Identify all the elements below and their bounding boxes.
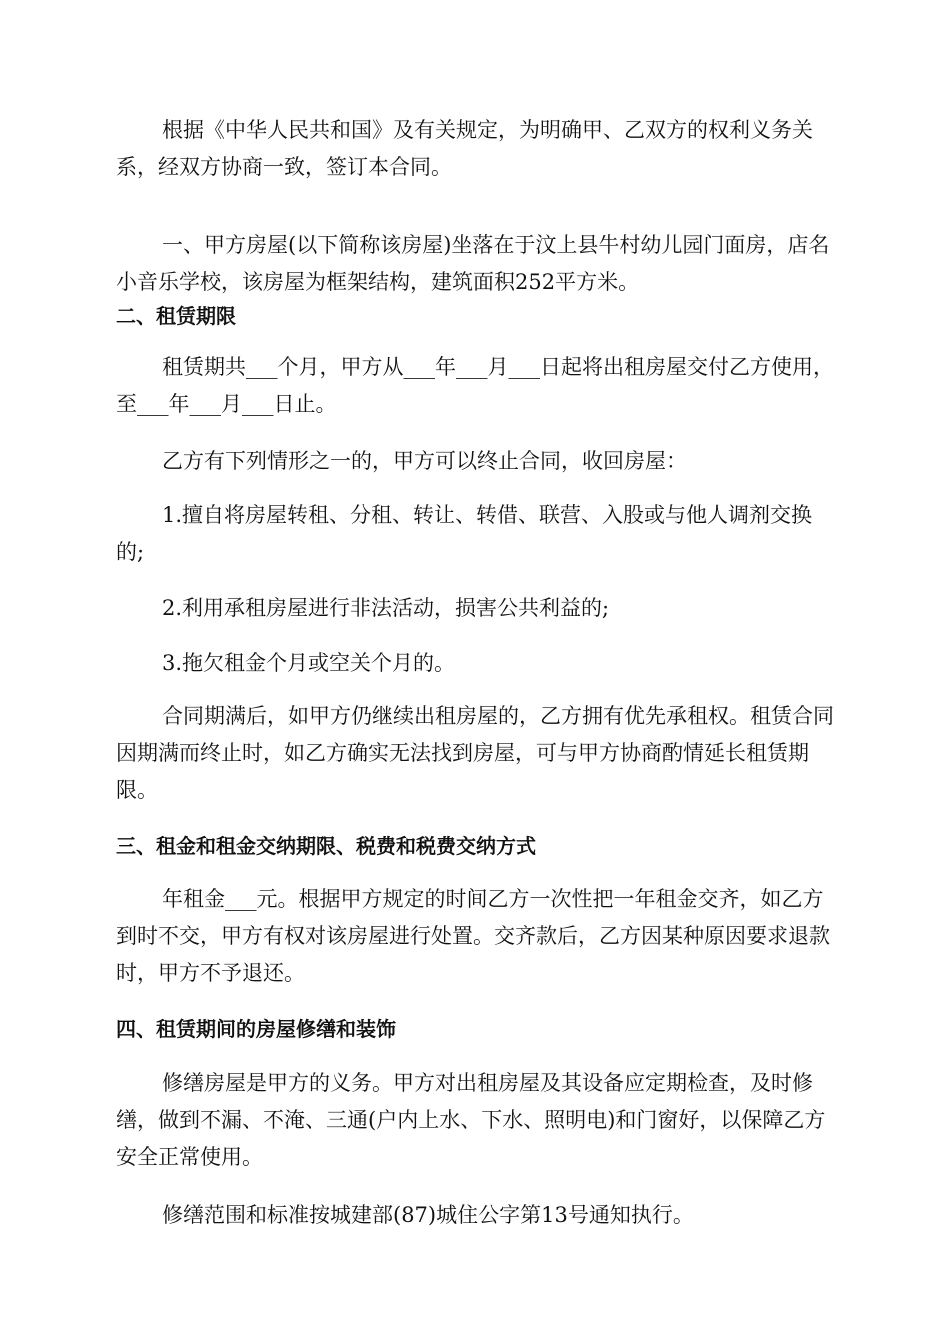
paragraph-termination-conditions: 乙方有下列情形之一的，甲方可以终止合同，收回房屋：	[162, 449, 687, 473]
paragraph-renewal: 合同期满后，如甲方仍继续出租房屋的，乙方拥有优先承租权。租赁合同因期满而终止时，如乙方确实无法找到房屋，可与甲方协商酌情延长租赁期限。	[116, 704, 834, 802]
paragraph-repair-duty: 修缮房屋是甲方的义务。甲方对出租房屋及其设备应定期检查，及时修缮，做到不漏、不淹、三通(户内上水、下水、照明电)和门窗好，以保障乙方安全正常使用。	[116, 1071, 826, 1169]
paragraph-clause-1: 一、甲方房屋(以下简称该房屋)坐落在于汶上县牛村幼儿园门面房，店名小音乐学校，该房屋为框架结构，建筑面积252平方米。	[116, 233, 830, 294]
list-item-illegal-use: 2.利用承租房屋进行非法活动，损害公共利益的;	[162, 596, 610, 620]
list-item-sublet: 1.擅自将房屋转租、分租、转让、转借、联营、入股或与他人调剂交换的;	[116, 503, 813, 564]
heading-rent-and-taxes: 三、租金和租金交纳期限、税费和税费交纳方式	[116, 834, 536, 858]
paragraph-preamble: 根据《中华人民共和国》及有关规定，为明确甲、乙双方的权利义务关系，经双方协商一致，签订本合同。	[116, 118, 813, 179]
paragraph-lease-period: 租赁期共___个月，甲方从___年___月___日起将出租房屋交付乙方使用，至___年___月___日止。	[116, 355, 834, 416]
heading-lease-term: 二、租赁期限	[116, 304, 236, 328]
list-item-rent-arrears: 3.拖欠租金个月或空关个月的。	[162, 651, 456, 675]
paragraph-annual-rent: 年租金___元。根据甲方规定的时间乙方一次性把一年租金交齐，如乙方到时不交，甲方有权对该房屋进行处置。交齐款后，乙方因某种原因要求退款时，甲方不予退还。	[116, 887, 830, 985]
paragraph-repair-standard: 修缮范围和标准按城建部(87)城住公字第13号通知执行。	[162, 1203, 694, 1227]
heading-repair-and-decoration: 四、租赁期间的房屋修缮和装饰	[116, 1017, 396, 1041]
